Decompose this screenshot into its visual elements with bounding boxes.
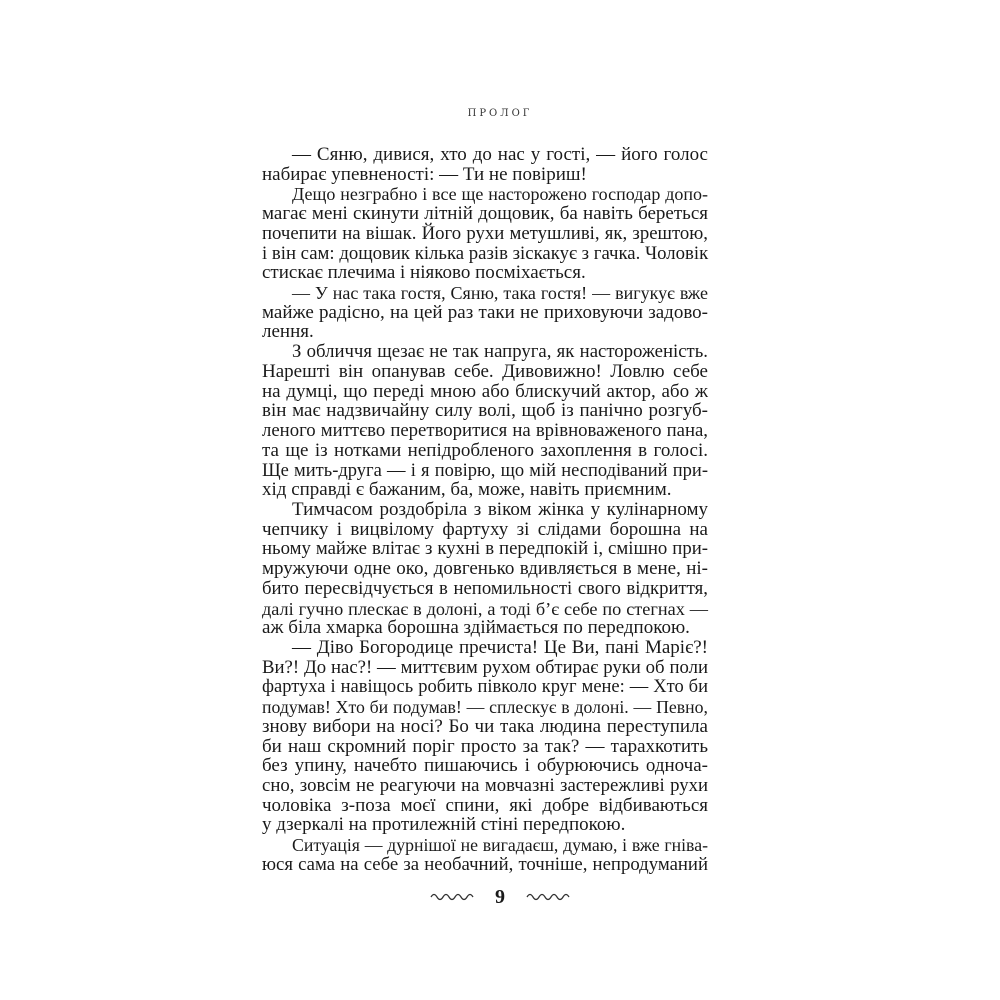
text-line: він має надзвичайну силу волі, щоб із панічно розгуб- <box>262 400 708 422</box>
text-line: фартуха і навіщось робить півколо круг мене: — Хто би <box>262 677 708 698</box>
text-line: чоловіка з-поза моєї спини, які добре відбиваються <box>262 794 708 816</box>
text-line: стискає плечима і ніяково посміхається. <box>262 262 586 284</box>
running-head: ПРОЛОГ <box>467 108 533 119</box>
text-line: у дзеркалі на протилежній стіні передпокою. <box>262 814 626 836</box>
text-line: на думці, що переді мною або блискучий актор, або ж <box>262 380 708 402</box>
text-line: знову вибори на носі? Бо чи така людина переступила <box>262 715 708 737</box>
text-line: без упину, начебто пишаючись і обурюючись одноча- <box>262 755 708 777</box>
text-line: аж біла хмарка борошна здіймається по передпокою. <box>262 617 690 639</box>
page-footer <box>0 882 1000 912</box>
text-line: — Діво Богородице пречиста! Це Ви, пані Маріє?! <box>292 637 708 658</box>
text-line: Дещо незграбно і все ще насторожено господар допо- <box>292 184 708 205</box>
text-line: мружуючи одне око, довгенько вдивляється в мене, ні- <box>262 558 708 580</box>
text-line: би наш скромний поріг просто за так? — тарахкотить <box>262 735 708 757</box>
text-line: сно, зовсім не реагуючи на мовчазні застережливі рухи <box>262 775 708 797</box>
text-line: Нарешті він опанував себе. Дивовижно! Ловлю себе <box>262 360 708 382</box>
text-line: леного миттєво перетворитися на врівноваженого пана, <box>262 420 708 442</box>
text-line: хід справді є бажаним, ба, може, навіть приємним. <box>262 479 672 501</box>
text-line: лення. <box>262 321 314 343</box>
text-line: Ще мить-друга — і я повірю, що мій несподіваний при- <box>262 460 708 481</box>
text-line: Ситуація — дурнішої не вигадаєш, думаю, і вже гніва- <box>292 835 708 856</box>
text-line: подумав! Хто би подумав! — сплескує в долоні. — Певно, <box>262 697 708 718</box>
text-line: чепчику і вицвілому фартуху зі слідами борошна на <box>262 518 708 540</box>
text-line: З обличчя щезає не так напруга, як настороженість. <box>292 341 708 363</box>
text-line: бито пересвідчується в непомильності свого відкриття, <box>262 577 708 599</box>
text-line: Ви?! До нас?! — миттєвим рухом обтирає руки об поли <box>262 656 708 678</box>
text-line: юся сама на себе за необачний, точніше, непродуманий <box>262 853 708 875</box>
text-line: — Сяню, дивися, хто до нас у гості, — його голос <box>292 144 708 165</box>
text-line: — У нас така гостя, Сяню, така гостя! — вигукує вже <box>292 283 708 304</box>
text-line: почепити на вішак. Його рухи метушливі, як, зрештою, <box>262 222 708 244</box>
page-number: 9 <box>495 885 505 908</box>
wave-ornament-right-icon <box>523 891 571 903</box>
text-line: далі гучно плескає в долоні, а тоді б’є себе по стегнах — <box>262 598 708 619</box>
text-line: магає мені скинути літній дощовик, ба навіть береться <box>262 203 708 225</box>
text-line: майже радісно, на цей раз таки не приховуючи задово- <box>262 301 708 323</box>
text-line: і він сам: дощовик кілька разів зіскакує з гачка. Чоловік <box>262 242 709 264</box>
wave-ornament-left-icon <box>429 891 477 903</box>
text-line: набирає упевненості: — Ти не повіриш! <box>262 163 587 185</box>
text-line: ньому майже влітає з кухні в передпокій і, смішно при- <box>262 538 708 560</box>
text-line: та ще із нотками непідробленого захоплення в голосі. <box>262 439 708 461</box>
text-line: Тимчасом роздобріла з віком жінка у кулінарному <box>292 498 708 520</box>
